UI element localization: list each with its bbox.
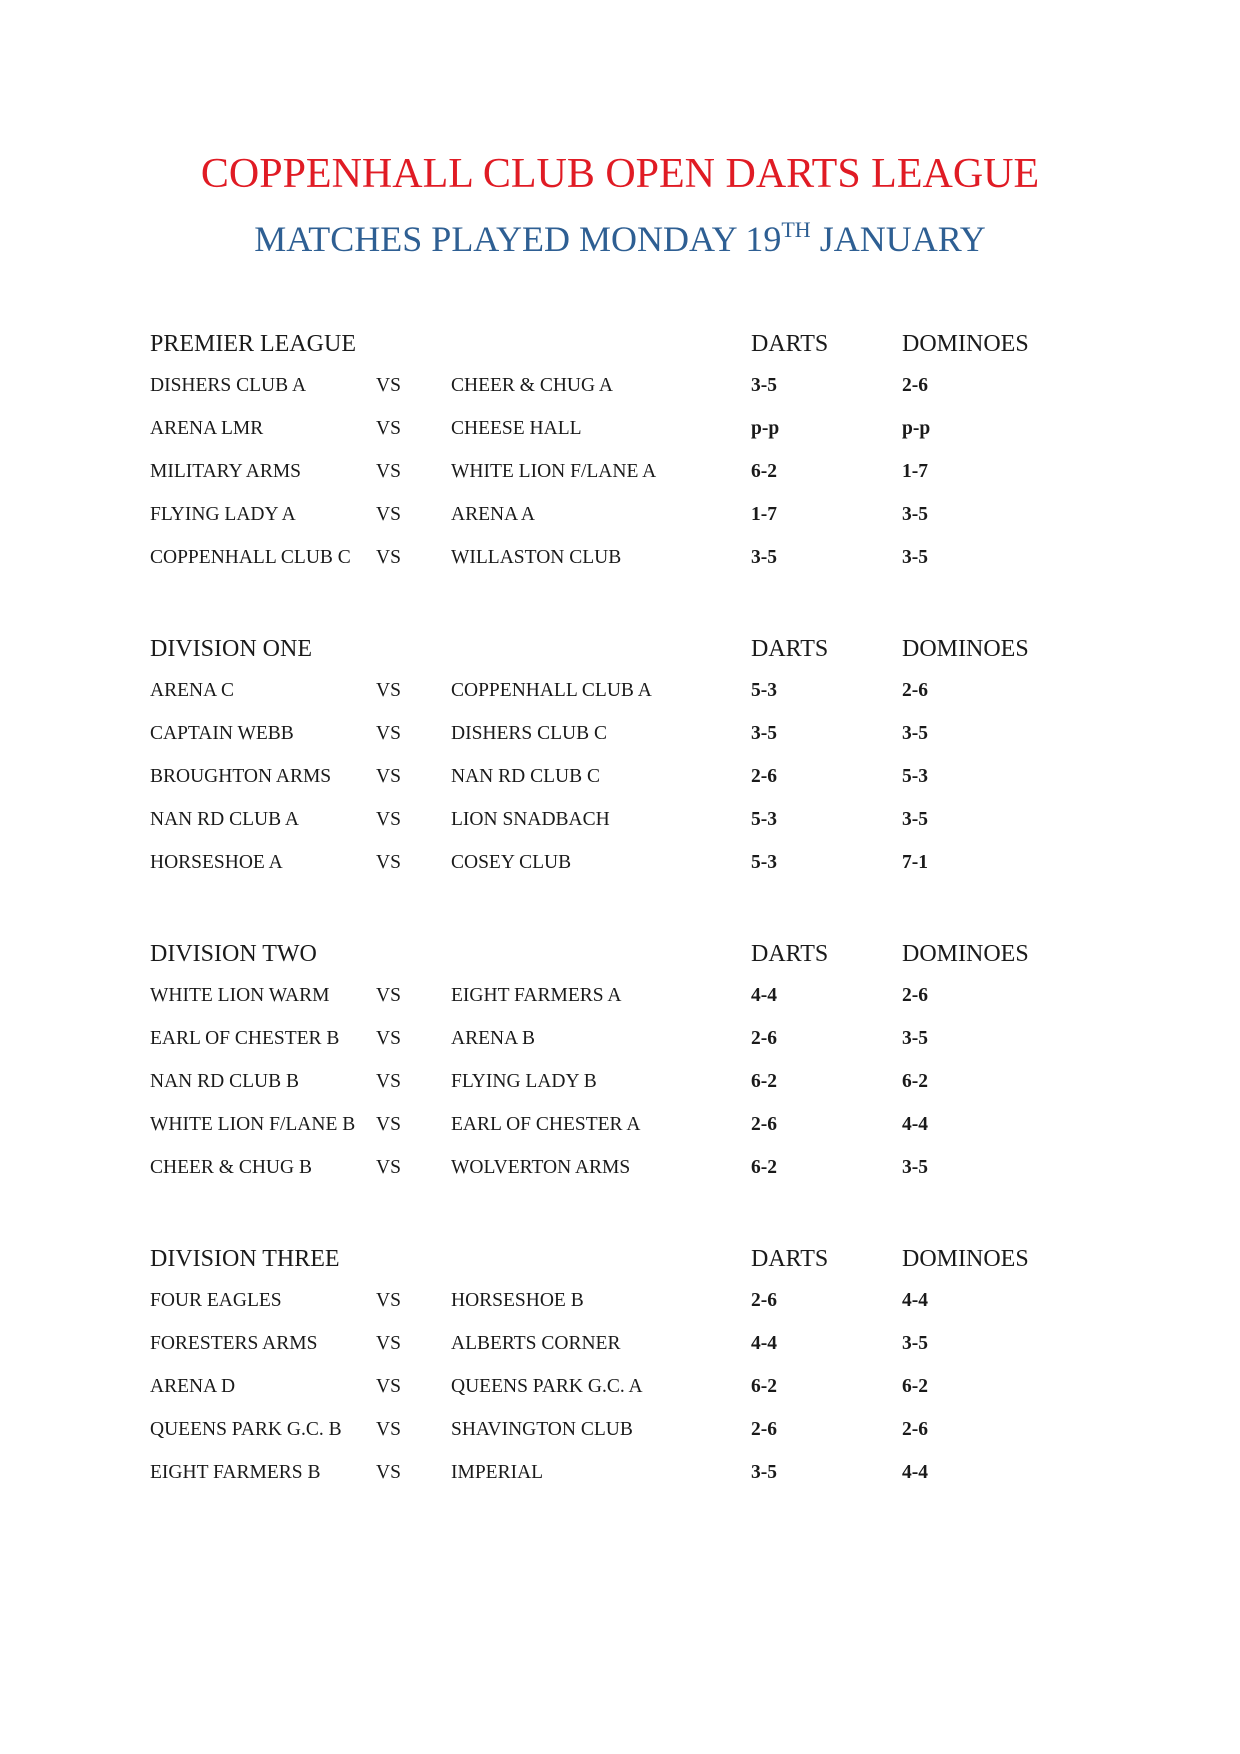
match-row <box>150 1157 1070 1200</box>
vs-label: VS <box>376 985 401 1006</box>
vs-label: VS <box>376 1333 401 1354</box>
away-team: CHEESE HALL <box>451 418 582 439</box>
darts-header: DARTS <box>751 941 829 967</box>
section-header <box>150 636 1070 680</box>
dominoes-header: DOMINOES <box>902 331 1029 357</box>
home-team: BROUGHTON ARMS <box>150 766 332 787</box>
match-row <box>150 1071 1070 1114</box>
dominoes-score: 5-3 <box>902 766 928 787</box>
away-team: SHAVINGTON CLUB <box>451 1419 633 1440</box>
section-title: PREMIER LEAGUE <box>150 331 356 357</box>
darts-header: DARTS <box>751 1246 829 1272</box>
dominoes-score: 3-5 <box>902 1157 928 1178</box>
away-team: ARENA A <box>451 504 535 525</box>
home-team: WHITE LION WARM <box>150 985 330 1006</box>
darts-header: DARTS <box>751 636 829 662</box>
home-team: WHITE LION F/LANE B <box>150 1114 356 1135</box>
match-row <box>150 1333 1070 1376</box>
dominoes-score: 3-5 <box>902 504 928 525</box>
home-team: EIGHT FARMERS B <box>150 1462 321 1483</box>
match-row <box>150 680 1070 723</box>
darts-score: 3-5 <box>751 547 777 568</box>
away-team: EARL OF CHESTER A <box>451 1114 641 1135</box>
match-row <box>150 809 1070 852</box>
subtitle-superscript: TH <box>781 217 811 242</box>
away-team: HORSESHOE B <box>451 1290 584 1311</box>
home-team: MILITARY ARMS <box>150 461 302 482</box>
vs-label: VS <box>376 504 401 525</box>
darts-score: 3-5 <box>751 375 777 396</box>
vs-label: VS <box>376 418 401 439</box>
darts-score: 3-5 <box>751 1462 777 1483</box>
darts-score: 6-2 <box>751 461 777 482</box>
home-team: FLYING LADY A <box>150 504 296 525</box>
vs-label: VS <box>376 1028 401 1049</box>
away-team: QUEENS PARK G.C. A <box>451 1376 643 1397</box>
vs-label: VS <box>376 723 401 744</box>
dominoes-header: DOMINOES <box>902 941 1029 967</box>
vs-label: VS <box>376 1419 401 1440</box>
vs-label: VS <box>376 680 401 701</box>
away-team: ALBERTS CORNER <box>451 1333 621 1354</box>
darts-score: 4-4 <box>751 1333 777 1354</box>
dominoes-score: 3-5 <box>902 1333 928 1354</box>
home-team: NAN RD CLUB A <box>150 809 299 830</box>
dominoes-score: 2-6 <box>902 985 928 1006</box>
dominoes-score: 2-6 <box>902 1419 928 1440</box>
dominoes-score: 4-4 <box>902 1290 928 1311</box>
vs-label: VS <box>376 809 401 830</box>
darts-score: 6-2 <box>751 1157 777 1178</box>
away-team: CHEER & CHUG A <box>451 375 613 396</box>
away-team: COPPENHALL CLUB A <box>451 680 652 701</box>
darts-score: 5-3 <box>751 852 777 873</box>
section-division-one <box>150 636 1070 895</box>
match-row <box>150 375 1070 418</box>
home-team: CHEER & CHUG B <box>150 1157 312 1178</box>
vs-label: VS <box>376 1462 401 1483</box>
subtitle-suffix: JANUARY <box>810 219 986 259</box>
dominoes-score: 7-1 <box>902 852 928 873</box>
dominoes-score: 4-4 <box>902 1114 928 1135</box>
dominoes-score: 2-6 <box>902 375 928 396</box>
section-division-three <box>150 1246 1070 1505</box>
match-row <box>150 723 1070 766</box>
match-row <box>150 985 1070 1028</box>
vs-label: VS <box>376 461 401 482</box>
home-team: QUEENS PARK G.C. B <box>150 1419 342 1440</box>
section-premier-league <box>150 331 1070 590</box>
away-team: WHITE LION F/LANE A <box>451 461 657 482</box>
section-division-two <box>150 941 1070 1200</box>
away-team: COSEY CLUB <box>451 852 572 873</box>
vs-label: VS <box>376 1290 401 1311</box>
vs-label: VS <box>376 1376 401 1397</box>
dominoes-score: 3-5 <box>902 723 928 744</box>
dominoes-score: 6-2 <box>902 1071 928 1092</box>
away-team: ARENA B <box>451 1028 535 1049</box>
home-team: FORESTERS ARMS <box>150 1333 318 1354</box>
darts-score: 2-6 <box>751 766 777 787</box>
darts-score: 6-2 <box>751 1071 777 1092</box>
dominoes-score: 3-5 <box>902 809 928 830</box>
vs-label: VS <box>376 547 401 568</box>
away-team: WILLASTON CLUB <box>451 547 622 568</box>
home-team: ARENA D <box>150 1376 236 1397</box>
dominoes-score: 6-2 <box>902 1376 928 1397</box>
dominoes-score: p-p <box>902 418 931 439</box>
home-team: NAN RD CLUB B <box>150 1071 299 1092</box>
darts-score: 1-7 <box>751 504 777 525</box>
section-title: DIVISION THREE <box>150 1246 340 1272</box>
away-team: NAN RD CLUB C <box>451 766 600 787</box>
section-header <box>150 1246 1070 1290</box>
away-team: LION SNADBACH <box>451 809 610 830</box>
dominoes-header: DOMINOES <box>902 1246 1029 1272</box>
home-team: EARL OF CHESTER B <box>150 1028 340 1049</box>
section-title: DIVISION ONE <box>150 636 312 662</box>
darts-score: 4-4 <box>751 985 777 1006</box>
match-row <box>150 461 1070 504</box>
home-team: FOUR EAGLES <box>150 1290 282 1311</box>
home-team: CAPTAIN WEBB <box>150 723 294 744</box>
dominoes-score: 4-4 <box>902 1462 928 1483</box>
dominoes-header: DOMINOES <box>902 636 1029 662</box>
away-team: WOLVERTON ARMS <box>451 1157 631 1178</box>
match-row <box>150 766 1070 809</box>
match-row <box>150 547 1070 590</box>
section-header <box>150 331 1070 375</box>
match-row <box>150 418 1070 461</box>
match-row <box>150 1114 1070 1157</box>
match-row <box>150 504 1070 547</box>
vs-label: VS <box>376 852 401 873</box>
home-team: ARENA C <box>150 680 234 701</box>
darts-header: DARTS <box>751 331 829 357</box>
subtitle-prefix: MATCHES PLAYED MONDAY 19 <box>254 219 782 259</box>
away-team: FLYING LADY B <box>451 1071 597 1092</box>
match-row <box>150 852 1070 895</box>
away-team: IMPERIAL <box>451 1462 544 1483</box>
vs-label: VS <box>376 1157 401 1178</box>
match-row <box>150 1028 1070 1071</box>
dominoes-score: 1-7 <box>902 461 928 482</box>
darts-score: 6-2 <box>751 1376 777 1397</box>
vs-label: VS <box>376 1114 401 1135</box>
dominoes-score: 2-6 <box>902 680 928 701</box>
section-header <box>150 941 1070 985</box>
vs-label: VS <box>376 766 401 787</box>
darts-score: 5-3 <box>751 809 777 830</box>
match-row <box>150 1462 1070 1505</box>
match-row <box>150 1290 1070 1333</box>
home-team: DISHERS CLUB A <box>150 375 307 396</box>
dominoes-score: 3-5 <box>902 1028 928 1049</box>
darts-score: 5-3 <box>751 680 777 701</box>
darts-score: 2-6 <box>751 1290 777 1311</box>
darts-score: 2-6 <box>751 1028 777 1049</box>
home-team: COPPENHALL CLUB C <box>150 547 351 568</box>
darts-score: 3-5 <box>751 723 777 744</box>
darts-score: p-p <box>751 418 780 439</box>
vs-label: VS <box>376 375 401 396</box>
dominoes-score: 3-5 <box>902 547 928 568</box>
page-title: COPPENHALL CLUB OPEN DARTS LEAGUE <box>200 151 1040 197</box>
match-row <box>150 1376 1070 1419</box>
match-row <box>150 1419 1070 1462</box>
home-team: ARENA LMR <box>150 418 264 439</box>
darts-score: 2-6 <box>751 1114 777 1135</box>
home-team: HORSESHOE A <box>150 852 283 873</box>
darts-score: 2-6 <box>751 1419 777 1440</box>
page-subtitle <box>0 218 1240 260</box>
section-title: DIVISION TWO <box>150 941 317 967</box>
vs-label: VS <box>376 1071 401 1092</box>
away-team: DISHERS CLUB C <box>451 723 608 744</box>
away-team: EIGHT FARMERS A <box>451 985 622 1006</box>
